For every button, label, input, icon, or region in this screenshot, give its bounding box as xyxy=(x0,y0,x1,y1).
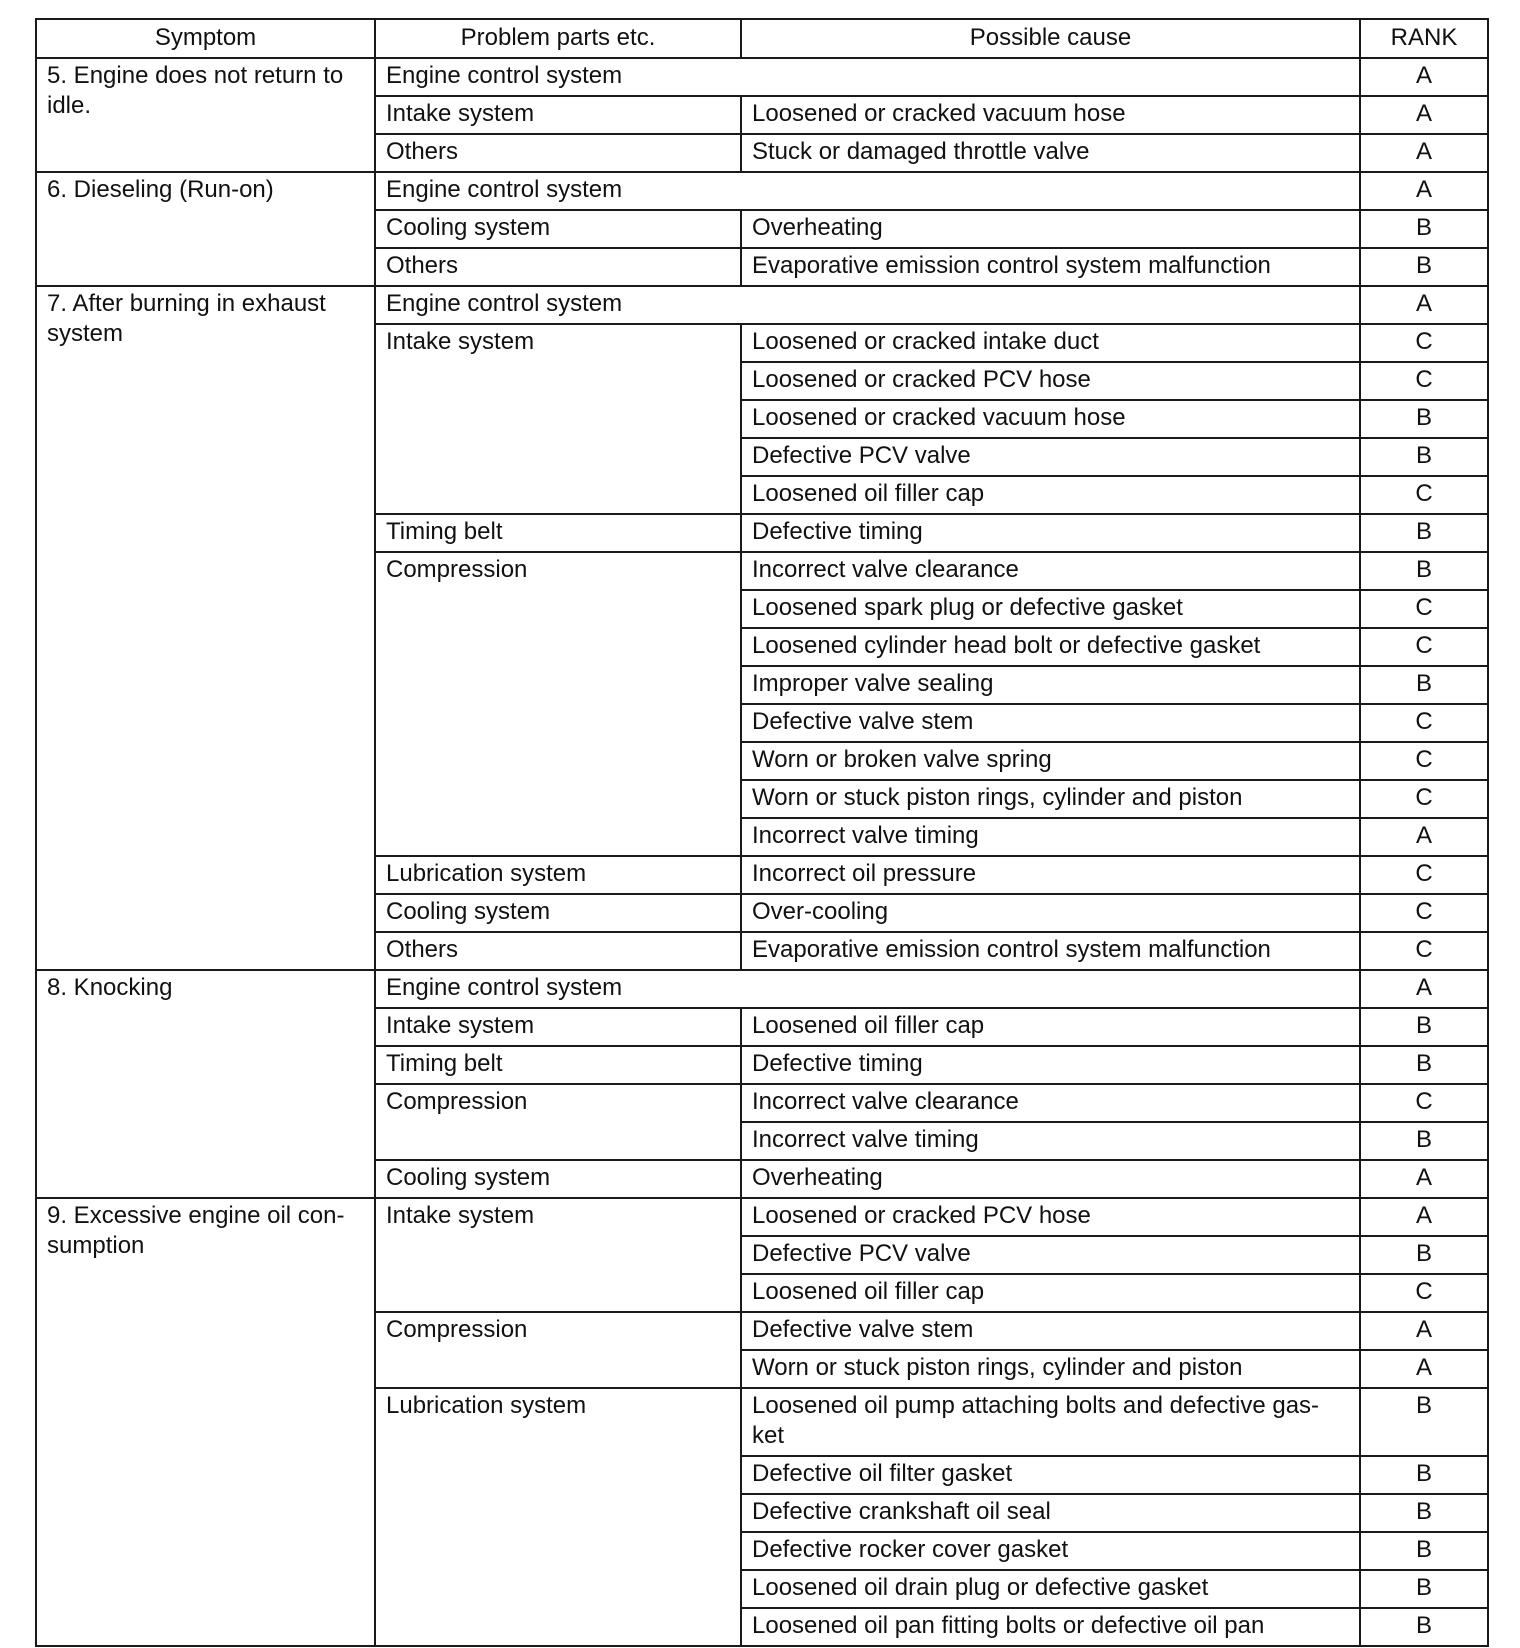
rank-cell: B xyxy=(1360,1494,1488,1532)
rank-cell: B xyxy=(1360,1122,1488,1160)
table-row xyxy=(36,286,1488,324)
problem-part-cell: Cooling system xyxy=(375,894,741,932)
header-rank: RANK xyxy=(1360,19,1488,58)
possible-cause-cell: Improper valve sealing xyxy=(741,666,1360,704)
possible-cause-cell: Incorrect oil pressure xyxy=(741,856,1360,894)
rank-cell: C xyxy=(1360,1274,1488,1312)
rank-cell: B xyxy=(1360,248,1488,286)
problem-part-cell: Intake system xyxy=(375,324,741,514)
rank-cell: B xyxy=(1360,552,1488,590)
rank-cell: A xyxy=(1360,818,1488,856)
possible-cause-cell: Defective timing xyxy=(741,514,1360,552)
problem-part-cell: Others xyxy=(375,248,741,286)
possible-cause-cell: Overheating xyxy=(741,1160,1360,1198)
possible-cause-cell: Worn or broken valve spring xyxy=(741,742,1360,780)
rank-cell: B xyxy=(1360,1388,1488,1456)
rank-cell: B xyxy=(1360,1008,1488,1046)
symptom-cell: 5. Engine does not return to idle. xyxy=(36,58,375,172)
possible-cause-cell: Loosened or cracked intake duct xyxy=(741,324,1360,362)
possible-cause-cell: Overheating xyxy=(741,210,1360,248)
possible-cause-cell: Evaporative emission control system malfunction xyxy=(741,248,1360,286)
rank-cell: B xyxy=(1360,1608,1488,1646)
possible-cause-cell: Worn or stuck piston rings, cylinder and piston xyxy=(741,1350,1360,1388)
problem-part-cell: Timing belt xyxy=(375,514,741,552)
table-row xyxy=(36,1198,1488,1236)
problem-part-cell: Intake system xyxy=(375,1008,741,1046)
rank-cell: C xyxy=(1360,856,1488,894)
rank-cell: C xyxy=(1360,476,1488,514)
rank-cell: C xyxy=(1360,362,1488,400)
problem-part-cell: Compression xyxy=(375,1312,741,1388)
header-row xyxy=(36,19,1488,58)
rank-cell: A xyxy=(1360,172,1488,210)
rank-cell: C xyxy=(1360,590,1488,628)
possible-cause-cell: Defective PCV valve xyxy=(741,1236,1360,1274)
rank-cell: B xyxy=(1360,514,1488,552)
rank-cell: B xyxy=(1360,1456,1488,1494)
possible-cause-cell: Incorrect valve clearance xyxy=(741,552,1360,590)
possible-cause-cell: Over-cooling xyxy=(741,894,1360,932)
possible-cause-cell: Loosened cylinder head bolt or defective gasket xyxy=(741,628,1360,666)
problem-part-cell: Others xyxy=(375,134,741,172)
problem-part-cell: Lubrication system xyxy=(375,856,741,894)
header-symptom: Symptom xyxy=(36,19,375,58)
problem-part-cell: Lubrication system xyxy=(375,1388,741,1646)
possible-cause-cell: Defective timing xyxy=(741,1046,1360,1084)
possible-cause-cell: Loosened or cracked vacuum hose xyxy=(741,96,1360,134)
possible-cause-cell: Loosened or cracked PCV hose xyxy=(741,1198,1360,1236)
problem-part-cell: Cooling system xyxy=(375,210,741,248)
rank-cell: A xyxy=(1360,1312,1488,1350)
symptom-cell: 9. Excessive engine oil con- sumption xyxy=(36,1198,375,1646)
possible-cause-cell: Loosened oil pump attaching bolts and defective gas- ket xyxy=(741,1388,1360,1456)
table-row xyxy=(36,172,1488,210)
possible-cause-cell: Defective PCV valve xyxy=(741,438,1360,476)
possible-cause-cell: Worn or stuck piston rings, cylinder and piston xyxy=(741,780,1360,818)
possible-cause-cell: Loosened spark plug or defective gasket xyxy=(741,590,1360,628)
header-problem-parts: Problem parts etc. xyxy=(375,19,741,58)
symptom-cell: 7. After burning in exhaust system xyxy=(36,286,375,970)
rank-cell: C xyxy=(1360,742,1488,780)
problem-part-cell: Engine control system xyxy=(375,286,1360,324)
problem-part-cell: Engine control system xyxy=(375,970,1360,1008)
possible-cause-cell: Defective oil filter gasket xyxy=(741,1456,1360,1494)
problem-part-cell: Intake system xyxy=(375,1198,741,1312)
rank-cell: B xyxy=(1360,438,1488,476)
rank-cell: B xyxy=(1360,1236,1488,1274)
rank-cell: A xyxy=(1360,970,1488,1008)
possible-cause-cell: Loosened oil filler cap xyxy=(741,1274,1360,1312)
possible-cause-cell: Defective valve stem xyxy=(741,704,1360,742)
rank-cell: A xyxy=(1360,286,1488,324)
rank-cell: B xyxy=(1360,1532,1488,1570)
possible-cause-cell: Loosened oil drain plug or defective gasket xyxy=(741,1570,1360,1608)
rank-cell: A xyxy=(1360,96,1488,134)
possible-cause-cell: Stuck or damaged throttle valve xyxy=(741,134,1360,172)
possible-cause-cell: Defective crankshaft oil seal xyxy=(741,1494,1360,1532)
problem-part-cell: Compression xyxy=(375,552,741,856)
possible-cause-cell: Loosened oil filler cap xyxy=(741,476,1360,514)
symptom-cell: 6. Dieseling (Run-on) xyxy=(36,172,375,286)
rank-cell: A xyxy=(1360,134,1488,172)
problem-part-cell: Timing belt xyxy=(375,1046,741,1084)
possible-cause-cell: Loosened oil pan fitting bolts or defective oil pan xyxy=(741,1608,1360,1646)
rank-cell: A xyxy=(1360,58,1488,96)
rank-cell: A xyxy=(1360,1160,1488,1198)
problem-part-cell: Intake system xyxy=(375,96,741,134)
rank-cell: C xyxy=(1360,628,1488,666)
symptom-cell: 8. Knocking xyxy=(36,970,375,1198)
problem-part-cell: Cooling system xyxy=(375,1160,741,1198)
table-row xyxy=(36,58,1488,96)
possible-cause-cell: Loosened or cracked PCV hose xyxy=(741,362,1360,400)
possible-cause-cell: Defective rocker cover gasket xyxy=(741,1532,1360,1570)
rank-cell: B xyxy=(1360,666,1488,704)
header-possible-cause: Possible cause xyxy=(741,19,1360,58)
rank-cell: B xyxy=(1360,1046,1488,1084)
rank-cell: B xyxy=(1360,210,1488,248)
problem-part-cell: Compression xyxy=(375,1084,741,1160)
problem-part-cell: Engine control system xyxy=(375,172,1360,210)
rank-cell: C xyxy=(1360,324,1488,362)
possible-cause-cell: Incorrect valve timing xyxy=(741,1122,1360,1160)
possible-cause-cell: Evaporative emission control system malfunction xyxy=(741,932,1360,970)
rank-cell: C xyxy=(1360,1084,1488,1122)
table-body xyxy=(36,58,1488,1646)
possible-cause-cell: Incorrect valve timing xyxy=(741,818,1360,856)
problem-part-cell: Engine control system xyxy=(375,58,1360,96)
possible-cause-cell: Loosened or cracked vacuum hose xyxy=(741,400,1360,438)
possible-cause-cell: Defective valve stem xyxy=(741,1312,1360,1350)
rank-cell: B xyxy=(1360,1570,1488,1608)
rank-cell: C xyxy=(1360,780,1488,818)
rank-cell: C xyxy=(1360,704,1488,742)
rank-cell: A xyxy=(1360,1350,1488,1388)
rank-cell: B xyxy=(1360,400,1488,438)
possible-cause-cell: Incorrect valve clearance xyxy=(741,1084,1360,1122)
possible-cause-cell: Loosened oil filler cap xyxy=(741,1008,1360,1046)
problem-part-cell: Others xyxy=(375,932,741,970)
rank-cell: C xyxy=(1360,932,1488,970)
rank-cell: C xyxy=(1360,894,1488,932)
table-row xyxy=(36,970,1488,1008)
diagnosis-table xyxy=(35,18,1489,1647)
rank-cell: A xyxy=(1360,1198,1488,1236)
